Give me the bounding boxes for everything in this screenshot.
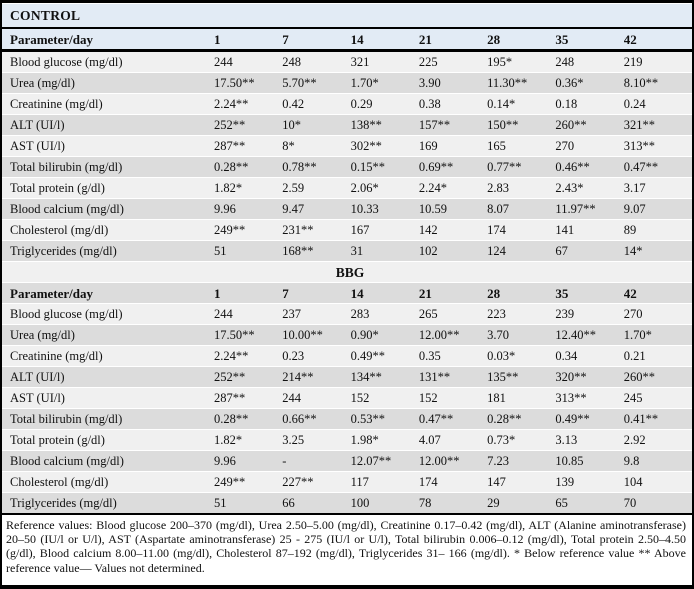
value-cell: 0.03* [487, 346, 555, 367]
value-cell: 248 [282, 51, 350, 73]
value-cell: 2.24** [214, 346, 282, 367]
value-cell: 0.23 [282, 346, 350, 367]
value-cell: 4.07 [419, 430, 487, 451]
table-row [2, 325, 692, 346]
value-cell: 1.82* [214, 430, 282, 451]
value-cell: 0.29 [351, 94, 419, 115]
table-row [2, 157, 692, 178]
value-cell: 249** [214, 220, 282, 241]
value-cell: 287** [214, 136, 282, 157]
value-cell: 141 [555, 220, 623, 241]
value-cell: 260** [555, 115, 623, 136]
value-cell: 31 [351, 241, 419, 262]
parameter-name: Urea (mg/dl) [2, 73, 214, 94]
table-row [2, 346, 692, 367]
value-cell: 0.66** [282, 409, 350, 430]
value-cell: 287** [214, 388, 282, 409]
value-cell: 321 [351, 51, 419, 73]
parameter-name: ALT (UI/l) [2, 115, 214, 136]
value-cell: 142 [419, 220, 487, 241]
value-cell: 17.50** [214, 325, 282, 346]
parameter-name: Total protein (g/dl) [2, 178, 214, 199]
value-cell: 0.53** [351, 409, 419, 430]
value-cell: 11.97** [555, 199, 623, 220]
parameter-name: Urea (mg/dl) [2, 325, 214, 346]
parameter-name: AST (UI/l) [2, 388, 214, 409]
value-cell: 0.24 [624, 94, 692, 115]
value-cell: 10.85 [555, 451, 623, 472]
reference-values-footnote: Reference values: Blood glucose 200–370 (mg/dl), Urea 2.50–5.00 (mg/dl), Creatinine 0.17–0.42 (mg/dl), ALT (Alanine aminotransferase) 20–50 (IU/l or U/l), AST (Aspartate aminotransferase) 25 - 275 (IU/l or U/l), Total bilirubin 0.006–0.12 (mg/dl), Total protein 2.50–4.50 (g/dl), Blood calcium 8.00–11.00 (mg/dl), Cholesterol 87–192 (mg/dl), Triglycerides 31– 166 (mg/dl). * Below reference value ** Above reference value— Values not determined. [2, 513, 692, 578]
value-cell: 9.8 [624, 451, 692, 472]
value-cell: 0.21 [624, 346, 692, 367]
value-cell: 12.40** [555, 325, 623, 346]
value-cell: 7.23 [487, 451, 555, 472]
value-cell: 270 [624, 304, 692, 325]
value-cell: 0.90* [351, 325, 419, 346]
value-cell: 67 [555, 241, 623, 262]
value-cell: 0.15** [351, 157, 419, 178]
parameter-name: Total bilirubin (mg/dl) [2, 409, 214, 430]
table-row [2, 493, 692, 514]
value-cell: 239 [555, 304, 623, 325]
value-cell: 237 [282, 304, 350, 325]
value-cell: 1.70* [351, 73, 419, 94]
value-cell: 138** [351, 115, 419, 136]
value-cell: 11.30** [487, 73, 555, 94]
value-cell: 260** [624, 367, 692, 388]
value-cell: 1.70* [624, 325, 692, 346]
value-cell: 3.25 [282, 430, 350, 451]
value-cell: 3.70 [487, 325, 555, 346]
value-cell: 89 [624, 220, 692, 241]
value-cell: 9.96 [214, 451, 282, 472]
value-cell: - [282, 451, 350, 472]
value-cell: 0.28** [214, 409, 282, 430]
table-row [2, 451, 692, 472]
table-row [2, 94, 692, 115]
value-cell: 252** [214, 115, 282, 136]
value-cell: 0.73* [487, 430, 555, 451]
value-cell: 0.34 [555, 346, 623, 367]
value-cell: 320** [555, 367, 623, 388]
value-cell: 0.28** [487, 409, 555, 430]
parameter-name: Triglycerides (mg/dl) [2, 493, 214, 514]
value-cell: 2.06* [351, 178, 419, 199]
section-title-row [2, 4, 692, 29]
lab-results-table [2, 3, 692, 513]
param-header-label: Parameter/day [2, 283, 214, 304]
param-header-row [2, 283, 692, 304]
value-cell: 165 [487, 136, 555, 157]
value-cell: 302** [351, 136, 419, 157]
value-cell: 66 [282, 493, 350, 514]
value-cell: 51 [214, 493, 282, 514]
value-cell: 167 [351, 220, 419, 241]
table-row [2, 304, 692, 325]
value-cell: 8.07 [487, 199, 555, 220]
value-cell: 10.59 [419, 199, 487, 220]
table-row [2, 115, 692, 136]
value-cell: 252** [214, 367, 282, 388]
day-header: 28 [487, 283, 555, 304]
parameter-name: Triglycerides (mg/dl) [2, 241, 214, 262]
value-cell: 10* [282, 115, 350, 136]
value-cell: 313** [624, 136, 692, 157]
table-row [2, 51, 692, 73]
value-cell: 321** [624, 115, 692, 136]
value-cell: 8* [282, 136, 350, 157]
table-row [2, 472, 692, 493]
value-cell: 9.96 [214, 199, 282, 220]
day-header: 7 [282, 28, 350, 51]
value-cell: 225 [419, 51, 487, 73]
value-cell: 0.38 [419, 94, 487, 115]
day-header: 14 [351, 283, 419, 304]
value-cell: 150** [487, 115, 555, 136]
table-row [2, 409, 692, 430]
value-cell: 3.13 [555, 430, 623, 451]
parameter-name: Cholesterol (mg/dl) [2, 472, 214, 493]
value-cell: 51 [214, 241, 282, 262]
value-cell: 181 [487, 388, 555, 409]
value-cell: 0.78** [282, 157, 350, 178]
value-cell: 100 [351, 493, 419, 514]
value-cell: 8.10** [624, 73, 692, 94]
value-cell: 2.59 [282, 178, 350, 199]
value-cell: 0.49** [555, 409, 623, 430]
parameter-name: AST (UI/l) [2, 136, 214, 157]
value-cell: 174 [487, 220, 555, 241]
day-header: 7 [282, 283, 350, 304]
value-cell: 223 [487, 304, 555, 325]
value-cell: 0.35 [419, 346, 487, 367]
day-header: 21 [419, 28, 487, 51]
value-cell: 227** [282, 472, 350, 493]
value-cell: 0.69** [419, 157, 487, 178]
value-cell: 195* [487, 51, 555, 73]
value-cell: 1.98* [351, 430, 419, 451]
value-cell: 3.90 [419, 73, 487, 94]
value-cell: 134** [351, 367, 419, 388]
parameter-name: Creatinine (mg/dl) [2, 346, 214, 367]
value-cell: 104 [624, 472, 692, 493]
value-cell: 248 [555, 51, 623, 73]
value-cell: 5.70** [282, 73, 350, 94]
value-cell: 9.07 [624, 199, 692, 220]
day-header: 42 [624, 283, 692, 304]
parameter-name: ALT (UI/l) [2, 367, 214, 388]
value-cell: 0.41** [624, 409, 692, 430]
table-row [2, 136, 692, 157]
value-cell: 0.47** [419, 409, 487, 430]
value-cell: 265 [419, 304, 487, 325]
table-row [2, 388, 692, 409]
parameter-name: Total bilirubin (mg/dl) [2, 157, 214, 178]
param-header-label: Parameter/day [2, 28, 214, 51]
value-cell: 219 [624, 51, 692, 73]
value-cell: 283 [351, 304, 419, 325]
value-cell: 14* [624, 241, 692, 262]
value-cell: 29 [487, 493, 555, 514]
value-cell: 2.24* [419, 178, 487, 199]
value-cell: 313** [555, 388, 623, 409]
value-cell: 124 [487, 241, 555, 262]
day-header: 21 [419, 283, 487, 304]
parameter-name: Blood glucose (mg/dl) [2, 304, 214, 325]
value-cell: 78 [419, 493, 487, 514]
value-cell: 3.17 [624, 178, 692, 199]
parameter-name: Blood calcium (mg/dl) [2, 199, 214, 220]
value-cell: 12.00** [419, 325, 487, 346]
value-cell: 139 [555, 472, 623, 493]
value-cell: 152 [351, 388, 419, 409]
value-cell: 2.83 [487, 178, 555, 199]
lab-table-body [2, 4, 692, 514]
value-cell: 70 [624, 493, 692, 514]
parameter-name: Creatinine (mg/dl) [2, 94, 214, 115]
value-cell: 270 [555, 136, 623, 157]
value-cell: 0.14* [487, 94, 555, 115]
value-cell: 2.43* [555, 178, 623, 199]
value-cell: 9.47 [282, 199, 350, 220]
value-cell: 117 [351, 472, 419, 493]
value-cell: 152 [419, 388, 487, 409]
section-title-row [2, 262, 692, 283]
parameter-name: Total protein (g/dl) [2, 430, 214, 451]
table-row [2, 199, 692, 220]
table-row [2, 241, 692, 262]
value-cell: 157** [419, 115, 487, 136]
table-row [2, 430, 692, 451]
value-cell: 249** [214, 472, 282, 493]
value-cell: 0.36* [555, 73, 623, 94]
value-cell: 65 [555, 493, 623, 514]
section-title: BBG [2, 262, 692, 283]
param-header-row [2, 28, 692, 51]
table-row [2, 73, 692, 94]
parameter-name: Cholesterol (mg/dl) [2, 220, 214, 241]
value-cell: 135** [487, 367, 555, 388]
table-row [2, 178, 692, 199]
day-header: 28 [487, 28, 555, 51]
value-cell: 169 [419, 136, 487, 157]
day-header: 1 [214, 283, 282, 304]
value-cell: 0.77** [487, 157, 555, 178]
day-header: 1 [214, 28, 282, 51]
value-cell: 244 [214, 304, 282, 325]
value-cell: 244 [214, 51, 282, 73]
parameter-name: Blood calcium (mg/dl) [2, 451, 214, 472]
value-cell: 2.24** [214, 94, 282, 115]
day-header: 42 [624, 28, 692, 51]
value-cell: 244 [282, 388, 350, 409]
table-row [2, 220, 692, 241]
value-cell: 0.28** [214, 157, 282, 178]
day-header: 35 [555, 28, 623, 51]
value-cell: 0.42 [282, 94, 350, 115]
value-cell: 231** [282, 220, 350, 241]
value-cell: 131** [419, 367, 487, 388]
value-cell: 102 [419, 241, 487, 262]
value-cell: 168** [282, 241, 350, 262]
value-cell: 0.18 [555, 94, 623, 115]
value-cell: 174 [419, 472, 487, 493]
value-cell: 0.47** [624, 157, 692, 178]
table-row [2, 367, 692, 388]
parameter-name: Blood glucose (mg/dl) [2, 51, 214, 73]
value-cell: 1.82* [214, 178, 282, 199]
value-cell: 245 [624, 388, 692, 409]
section-title: CONTROL [2, 4, 692, 29]
value-cell: 214** [282, 367, 350, 388]
value-cell: 147 [487, 472, 555, 493]
value-cell: 0.46** [555, 157, 623, 178]
value-cell: 0.49** [351, 346, 419, 367]
value-cell: 12.00** [419, 451, 487, 472]
value-cell: 12.07** [351, 451, 419, 472]
value-cell: 10.00** [282, 325, 350, 346]
value-cell: 2.92 [624, 430, 692, 451]
day-header: 35 [555, 283, 623, 304]
value-cell: 17.50** [214, 73, 282, 94]
value-cell: 10.33 [351, 199, 419, 220]
day-header: 14 [351, 28, 419, 51]
